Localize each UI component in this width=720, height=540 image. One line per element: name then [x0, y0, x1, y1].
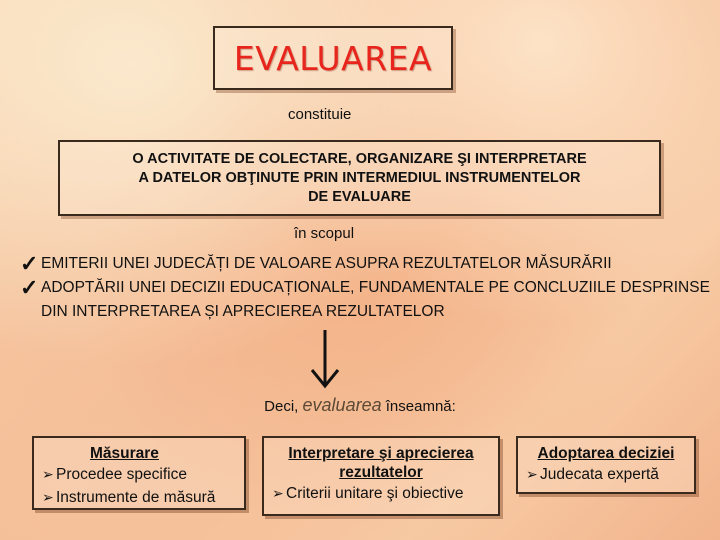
purpose-list [22, 252, 712, 324]
card-item-text: Criterii unitare şi obiective [286, 485, 464, 502]
definition-line: A DATELOR OBŢINUTE PRIN INTERMEDIUL INSTRUMENTELOR [138, 169, 581, 186]
arrow-bullet-icon: ➢ [526, 466, 538, 482]
definition-box [58, 140, 661, 216]
purpose-text: ADOPTĂRII UNEI DECIZII EDUCAȚIONALE, FUNDAMENTALE PE CONCLUZIILE DESPRINSE DIN INTERPRETAREA ȘI APRECIEREA REZULTATELOR [41, 279, 710, 320]
card-heading: rezultatelor [339, 464, 423, 481]
conclusion-prefix: Deci, [264, 398, 299, 415]
conclusion-emphasis: evaluarea [302, 395, 382, 415]
card-item [272, 482, 490, 505]
check-icon: ✓ [20, 251, 39, 276]
arrow-bullet-icon: ➢ [42, 489, 54, 505]
purpose-item [22, 276, 712, 324]
card-adoptarea [516, 436, 696, 494]
purpose-item [22, 252, 712, 276]
card-item-text: Judecata expertă [540, 466, 659, 483]
conclusion-line [0, 395, 720, 416]
card-heading: Interpretare şi aprecierea [288, 445, 474, 462]
definition-line: O ACTIVITATE DE COLECTARE, ORGANIZARE ŞI INTERPRETARE [132, 150, 587, 167]
arrow-bullet-icon: ➢ [42, 466, 54, 482]
card-item-text: Procedee specifice [56, 466, 187, 483]
down-arrow-icon [309, 328, 341, 390]
card-item-text: Instrumente de măsură [56, 489, 216, 506]
conclusion-suffix: înseamnă: [385, 398, 456, 415]
card-item [42, 463, 236, 486]
card-heading: Adoptarea deciziei [537, 445, 675, 462]
arrow-bullet-icon: ➢ [272, 485, 284, 501]
card-item [526, 463, 686, 486]
title-box [213, 26, 453, 90]
card-item [42, 486, 236, 509]
card-heading: Măsurare [90, 445, 159, 462]
purpose-text: EMITERII UNEI JUDECĂȚI DE VALOARE ASUPRA REZULTATELOR MĂSURĂRII [41, 255, 612, 272]
page-title: EVALUAREA [233, 38, 433, 78]
connector-in-scopul: în scopul [294, 225, 355, 242]
check-icon: ✓ [20, 275, 39, 300]
connector-constituie: constituie [288, 106, 352, 123]
card-interpretare [262, 436, 500, 516]
card-masurare [32, 436, 246, 510]
definition-line: DE EVALUARE [308, 188, 411, 205]
